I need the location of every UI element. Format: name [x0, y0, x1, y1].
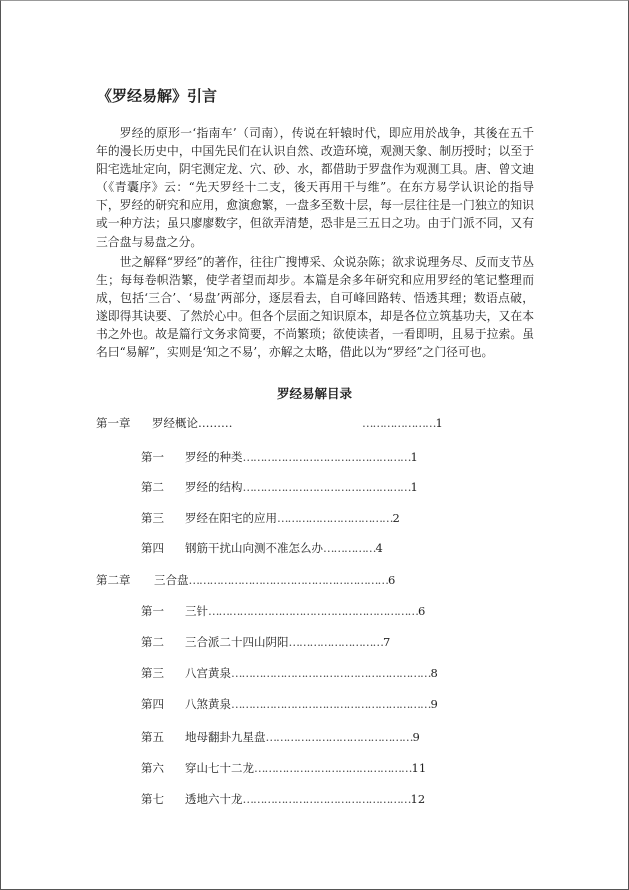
toc-text: 罗经的结构: [185, 480, 243, 494]
toc-text: 三针: [185, 604, 208, 618]
toc-text: 八煞黄泉: [185, 697, 231, 711]
toc-number: 第一章: [96, 416, 131, 430]
toc-page: 9: [430, 697, 438, 711]
toc-leader: ……………………………: [277, 511, 393, 525]
toc-entry: [141, 633, 390, 651]
page-title: 《罗经易解》引言: [97, 87, 218, 105]
toc-title: 罗经易解目录: [276, 386, 352, 401]
toc-page: 9: [412, 730, 420, 744]
toc-page: 2: [392, 511, 400, 525]
toc-entry: [141, 728, 420, 746]
toc-leader: …………………………………………………: [231, 697, 431, 711]
toc-leader: …………………………………………: [242, 450, 411, 464]
toc-number: 第一: [141, 604, 164, 618]
toc-text: 透地六十龙: [185, 792, 243, 806]
toc-leader: …………………: [362, 416, 436, 430]
toc-number: 第七: [141, 792, 164, 806]
toc-number: 第二章: [96, 573, 131, 587]
toc-text: 罗经概论………: [152, 416, 233, 430]
toc-page: 1: [410, 480, 418, 494]
toc-number: 第二: [141, 635, 164, 649]
toc-entry: [141, 539, 383, 557]
toc-entry: [141, 695, 438, 713]
intro-paragraph-1: 罗经的原形一‘指南车’（司南），传说在轩辕时代，即应用於战争，其後在五千年的漫长历史中，中国先民们在认识自然、改造环境，观测天象、制历授时；以至于阳宅选址定向，阴宅测定龙、穴、砂、水，都借助于罗盘作为观测工具。唐、曾文迪（《青囊序》云：“先天罗经十二支，後天再用干与维”。在东方易学认识论的指导下，罗经的研究和应用，愈演愈繁，一盘多至数十层，每一层往往是一门独立的知识或一种方法；虽只廖廖数字，但欲弄清楚，恐非是三五日之功。由于门派不同，又有三合盘与易盘之分。: [96, 126, 534, 249]
toc-page: 1: [410, 450, 418, 464]
toc-entry: [141, 759, 426, 777]
toc-leader: ……………: [323, 541, 376, 555]
toc-page: 12: [410, 792, 426, 806]
toc-leader: ……………………………………………………: [208, 604, 418, 618]
toc-text: 罗经在阳宅的应用: [185, 511, 277, 525]
toc-number: 第四: [141, 697, 164, 711]
toc-number: 第三: [141, 511, 164, 525]
toc-page: 6: [388, 573, 396, 587]
toc-entry: [141, 602, 425, 620]
toc-entry: [141, 448, 418, 466]
toc-leader: …………………………………………………: [231, 666, 431, 680]
toc-page: 11: [411, 761, 427, 775]
toc-leader: …………………………………………: [242, 792, 411, 806]
toc-chapter-2: [96, 571, 395, 589]
toc-page: 7: [383, 635, 391, 649]
intro-paragraph-2: 世之解释“罗经”的著作，往往广搜博采、众说杂陈；欲求说理务尽、反而支节丛生；每每卷帜浩繁，使学者望而却步。本篇是余多年研究和应用罗经的笔记整理而成，包括‘三合’、‘易盘’两部分，逐层看去，自可峰回路转、悟透其理；数语点破，遂即得其诀要、了然於心中。但各个层面之知识原本，却是各位立筑基功夫，又在本书之外也。故是篇行文务求简要，不尚繁琐；欲使读者，一看即明，且易于拉索。虽名曰“易解”，实则是‘知之不易’，亦解之太略，借此以为“罗经”之门径可也。: [96, 255, 534, 360]
toc-leader: ………………………………………: [254, 761, 412, 775]
toc-number: 第四: [141, 541, 164, 555]
toc-number: 第二: [141, 480, 164, 494]
toc-leader: ……………………………………: [265, 730, 413, 744]
toc-entry: [141, 478, 418, 496]
toc-leader: ………………………: [288, 635, 383, 649]
toc-page: 8: [430, 666, 438, 680]
toc-number: 第五: [141, 730, 164, 744]
toc-text: 穿山七十二龙: [185, 761, 254, 775]
toc-text: 三合派二十四山阴阳: [185, 635, 289, 649]
toc-leader: …………………………………………………: [188, 573, 388, 587]
toc-entry: [141, 664, 438, 682]
toc-text: 八宫黄泉: [185, 666, 231, 680]
toc-page: 1: [435, 416, 443, 430]
toc-number: 第一: [141, 450, 164, 464]
toc-number: 第三: [141, 666, 164, 680]
toc-page: 6: [418, 604, 426, 618]
toc-page: 4: [375, 541, 383, 555]
toc-chapter-1: [96, 414, 443, 432]
toc-number: 第六: [141, 761, 164, 775]
toc-entry: [141, 509, 400, 527]
toc-text: 三合盘: [154, 573, 189, 587]
toc-entry: [141, 790, 425, 808]
toc-text: 地母翻卦九星盘: [185, 730, 266, 744]
toc-text: 钢筋干扰山向测不准怎么办: [185, 541, 323, 555]
toc-text: 罗经的种类: [185, 450, 243, 464]
toc-leader: …………………………………………: [242, 480, 411, 494]
